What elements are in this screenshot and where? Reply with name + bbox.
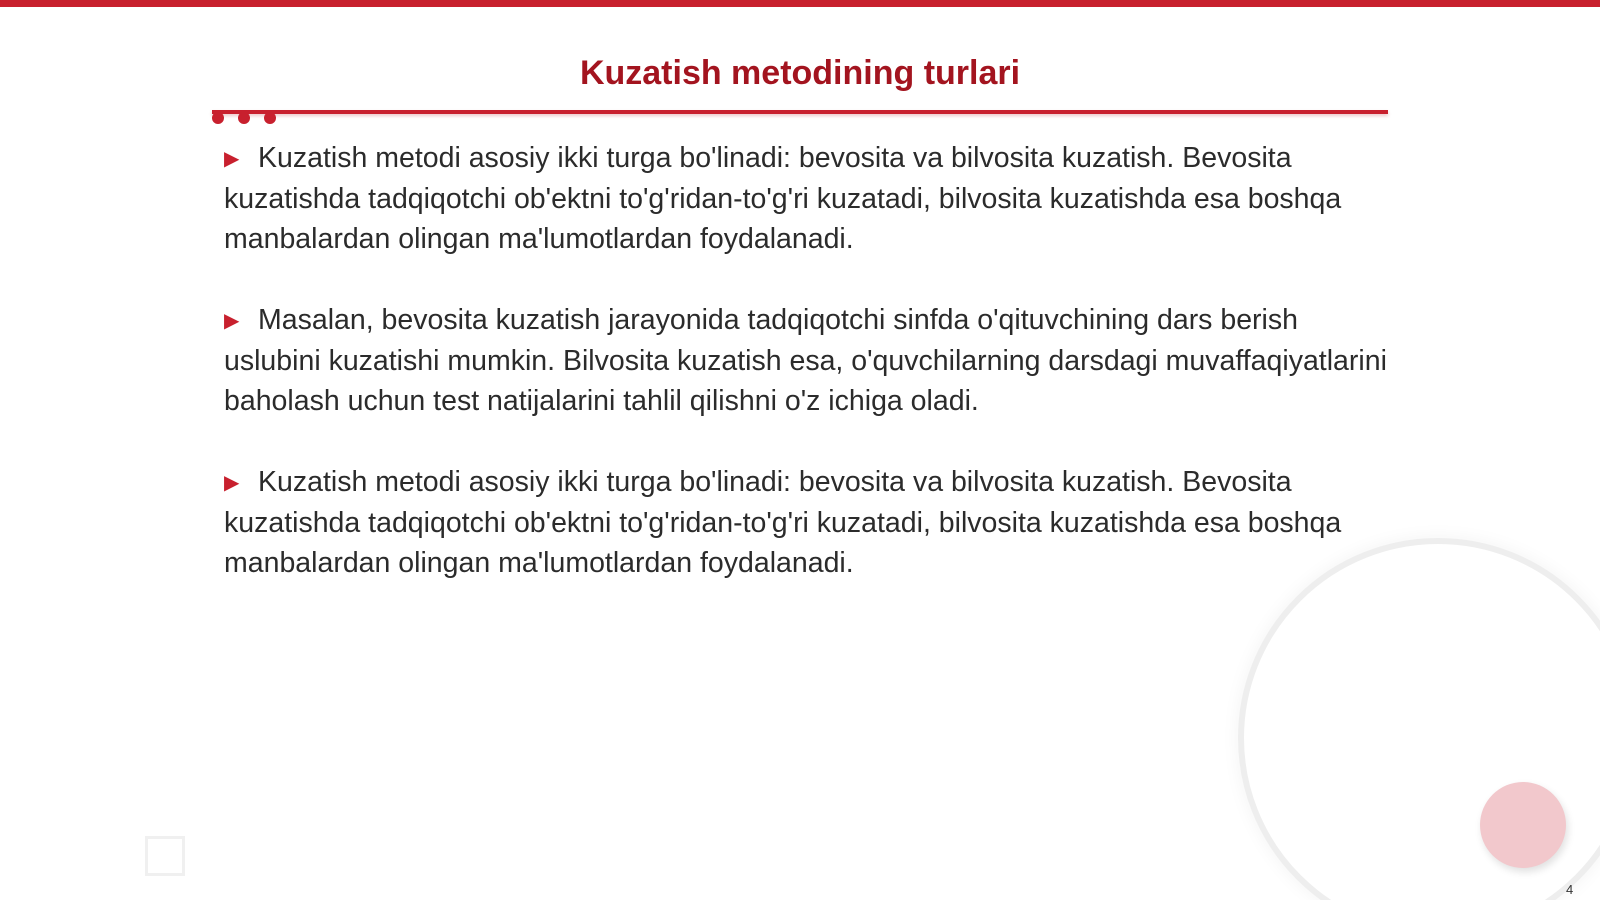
bullet-list bbox=[224, 138, 1394, 624]
dot-2 bbox=[238, 112, 250, 124]
triangle-right-icon: ▶ bbox=[224, 148, 240, 170]
slide-title: Kuzatish metodining turlari bbox=[579, 54, 1021, 92]
dot-1 bbox=[212, 112, 224, 124]
bullet-text: Kuzatish metodi asosiy ikki turga bo'linadi: bevosita va bilvosita kuzatish. Bevosita kuzatishda tadqiqotchi ob'ektni to'g'ridan-to'g'ri kuzatadi, bilvosita kuzatishda esa boshqa manbalardan olingan ma'lumotlardan foydalanadi. bbox=[224, 466, 1342, 579]
title-underline bbox=[212, 110, 1388, 114]
decorative-square bbox=[145, 836, 185, 876]
bullet-item bbox=[224, 138, 1394, 259]
triangle-right-icon: ▶ bbox=[224, 472, 240, 494]
page-number: 4 bbox=[1566, 882, 1574, 897]
top-accent-bar bbox=[0, 0, 1600, 7]
dot-3 bbox=[264, 112, 276, 124]
bullet-text: Kuzatish metodi asosiy ikki turga bo'linadi: bevosita va bilvosita kuzatish. Bevosita kuzatishda tadqiqotchi ob'ektni to'g'ridan-to'g'ri kuzatadi, bilvosita kuzatishda esa boshqa manbalardan olingan ma'lumotlardan foydalanadi. bbox=[224, 142, 1342, 255]
bullet-item bbox=[224, 462, 1394, 583]
bullet-item bbox=[224, 300, 1394, 421]
decorative-pink-circle bbox=[1480, 782, 1566, 868]
triangle-right-icon: ▶ bbox=[224, 310, 240, 332]
bullet-text: Masalan, bevosita kuzatish jarayonida tadqiqotchi sinfda o'qituvchining dars berish uslubini kuzatishi mumkin. Bilvosita kuzatish esa, o'quvchilarning darsdagi muvaffaqiyatlarini baholash uchun test natijalarini tahlil qilishni o'z ichiga oladi. bbox=[224, 304, 1387, 417]
